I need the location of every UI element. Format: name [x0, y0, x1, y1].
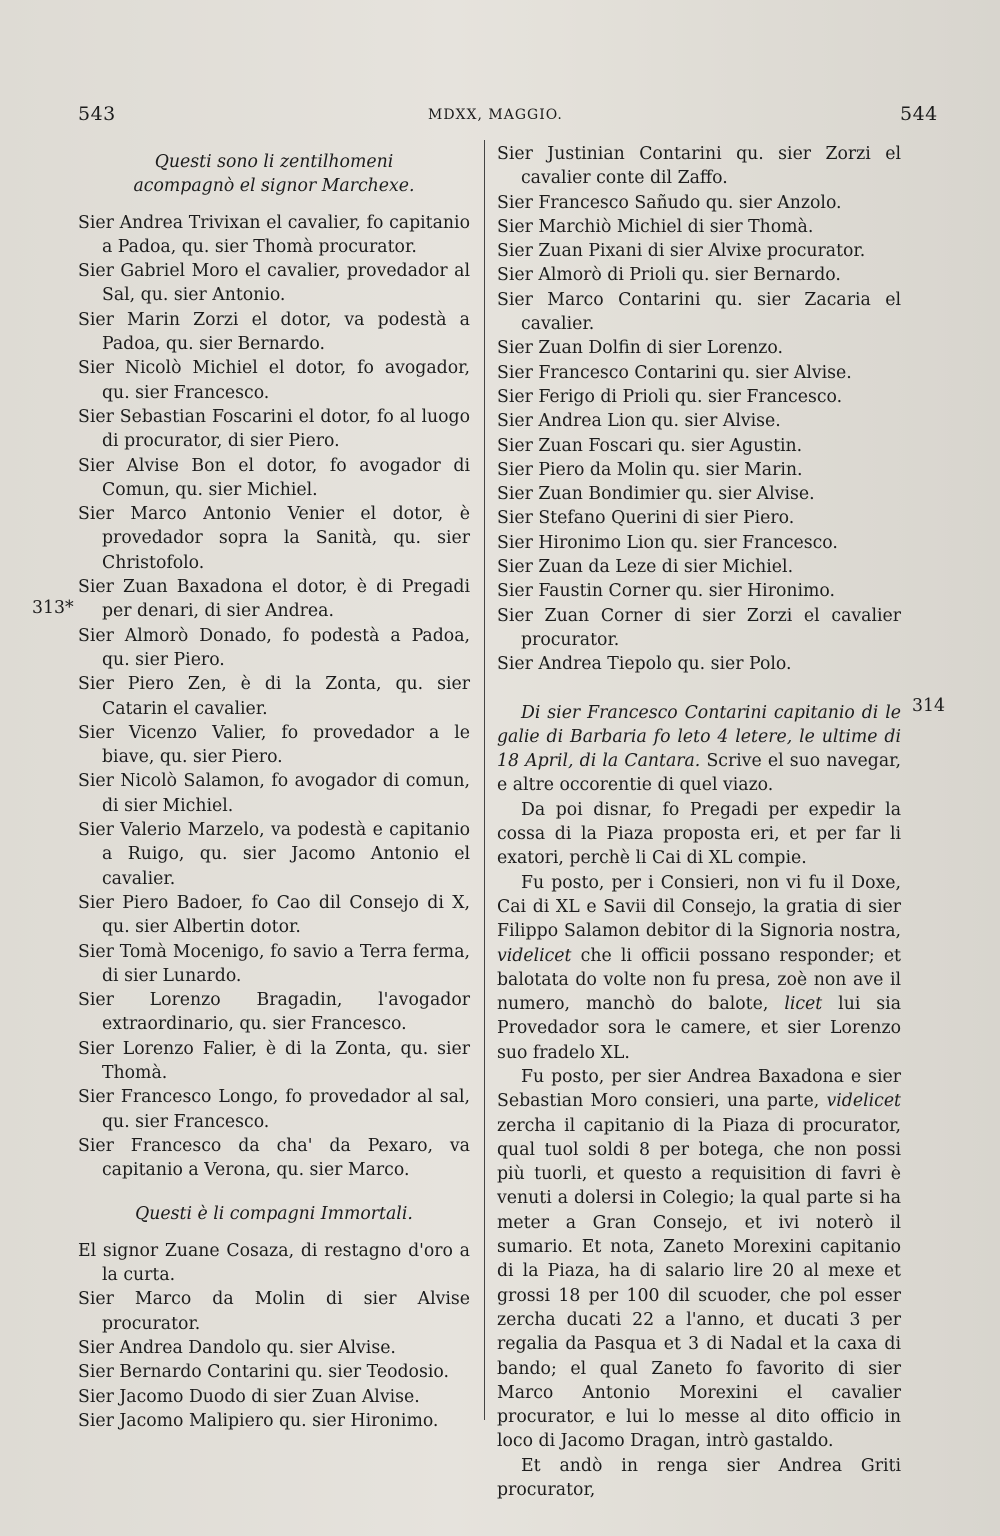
- section-heading: Questi sono li zentilhomeni acompagnò el signor Marchexe.: [133, 152, 415, 197]
- list-item: Sier Almorò Donado, fo podestà a Padoa, qu. sier Piero.: [78, 625, 470, 670]
- list-1: [78, 211, 470, 1183]
- list-item: Sier Nicolò Salamon, fo avogador di comun, di sier Michiel.: [78, 771, 470, 816]
- running-title: MDXX, MAGGIO.: [428, 107, 563, 123]
- list-item: Sier Ferigo di Prioli qu. sier Francesco.: [497, 386, 843, 407]
- text-run-italic: licet: [784, 994, 823, 1015]
- list-item: Sier Marin Zorzi el dotor, va podestà a Padoa, qu. sier Bernardo.: [78, 309, 470, 355]
- list-item: Sier Francesco Longo, fo provedador al sal, qu. sier Francesco.: [78, 1087, 470, 1132]
- list-item: Sier Piero Badoer, fo Cao dil Consejo di X, qu. sier Albertin dotor.: [78, 892, 470, 938]
- left-column: [78, 142, 470, 1433]
- list-item: Sier Marco Contarini qu. sier Zacaria el cavalier.: [497, 289, 901, 335]
- list-item: Sier Lorenzo Bragadin, l'avogador extraordinario, qu. sier Francesco.: [78, 990, 470, 1035]
- text-run: zercha il capitanio di la Piaza di procurator, qual tuol soldi 8 per botega, che non possi più tuorli, et questo a requisition di favri è venuti a dolersi in Colegio; la qual parte si ha meter a Gran Consejo, et ivi noterò il sumario. Et nota, Zaneto Morexini capitanio di la Piaza, ha di salario lire 20 al mexe et grossi 18 per 100 dil scuoder, che pol esser zercha ducati 22 a l'anno, et ducati 3 per regalia da Pasqua et 3 di Nadal et la caxa di bando; el qual Zaneto fo favorito di sier Marco Antonio Morexini el cavalier procurator, e lui lo messe al dito officio in loco di Jacomo Dragan, intrò gastaldo.: [497, 1115, 901, 1452]
- list-item: Sier Hironimo Lion qu. sier Francesco.: [497, 532, 838, 553]
- list-2: [78, 1239, 470, 1433]
- text-run: che li officii possano responder; et balotata do volte non fu presa, zoè non ave il numero, manchò do balote,: [497, 945, 901, 1015]
- paragraph-letters-italic: Di sier Francesco Contarini capitanio di le galie di Barbaria fo leto 4 letere, le ultime di 18 April, di la Cantara.: [497, 702, 901, 772]
- list-3: [497, 142, 901, 677]
- list-item: Sier Sebastian Foscarini el dotor, fo al luogo di procurator, di sier Piero.: [78, 406, 470, 452]
- paragraph-parte: [497, 1065, 901, 1454]
- list-item: Sier Faustin Corner qu. sier Hironimo.: [497, 581, 836, 602]
- list-item: Sier Vicenzo Valier, fo provedador a le biave, qu. sier Piero.: [78, 722, 470, 768]
- right-column: [497, 142, 901, 1502]
- list-item: Sier Andrea Dandolo qu. sier Alvise.: [78, 1337, 396, 1358]
- list-item: Sier Francesco Contarini qu. sier Alvise.: [497, 362, 852, 383]
- list-item: Sier Stefano Querini di sier Piero.: [497, 508, 795, 529]
- list-item: Sier Zuan Dolfin di sier Lorenzo.: [497, 338, 784, 359]
- list-item: Sier Tomà Mocenigo, fo savio a Terra ferma, di sier Lunardo.: [78, 941, 470, 986]
- list-item: Sier Francesco Sañudo qu. sier Anzolo.: [497, 192, 842, 213]
- list-item: Sier Almorò di Prioli qu. sier Bernardo.: [497, 265, 841, 286]
- list-item: Sier Bernardo Contarini qu. sier Teodosio.: [78, 1362, 449, 1383]
- list-item: Sier Zuan Foscari qu. sier Agustin.: [497, 435, 803, 456]
- text-run: Fu posto, per i Consieri, non vi fu il Doxe, Cai di XL e Savii dil Consejo, la gratia di sier Filippo Salamon debitor di la Signoria nostra,: [497, 872, 901, 942]
- list-item: El signor Zuane Cosaza, di restagno d'oro a la curta.: [78, 1240, 470, 1286]
- paragraph-renga: Et andò in renga sier Andrea Griti procurator,: [497, 1455, 901, 1501]
- list-item: Sier Francesco da cha' da Pexaro, va capitanio a Verona, qu. sier Marco.: [78, 1135, 470, 1181]
- list-item: Sier Andrea Tiepolo qu. sier Polo.: [497, 654, 792, 675]
- section-heading: Questi è li compagni Immortali.: [135, 1204, 413, 1225]
- list-item: Sier Andrea Trivixan el cavalier, fo capitanio a Padoa, qu. sier Thomà procurator.: [78, 212, 470, 257]
- page-number-right: 544: [900, 103, 938, 125]
- list-item: Sier Zuan Baxadona el dotor, è di Pregadi per denari, di sier Andrea.: [78, 577, 470, 622]
- list-item: Sier Gabriel Moro el cavalier, provedador al Sal, qu. sier Antonio.: [78, 261, 470, 306]
- list-item: Sier Zuan Corner di sier Zorzi el cavalier procurator.: [497, 605, 901, 650]
- list-item: Sier Marco Antonio Venier el dotor, è provedador sopra la Sanità, qu. sier Christofolo.: [78, 504, 470, 573]
- paragraph-pregadi: Da poi disnar, fo Pregadi per expedir la cossa di la Piaza proposta eri, et per far li exatori, perchè li Cai di XL compie.: [497, 799, 901, 869]
- list-item: Sier Andrea Lion qu. sier Alvise.: [497, 411, 781, 432]
- list-item: Sier Jacomo Malipiero qu. sier Hironimo.: [78, 1410, 439, 1431]
- paragraph-letters-rest: Scrive el suo navegar, e altre occorentie di quel viazo.: [497, 751, 901, 796]
- list-item: Sier Piero da Molin qu. sier Marin.: [497, 459, 803, 480]
- list-item: Sier Zuan Bondimier qu. sier Alvise.: [497, 484, 815, 505]
- list-item: Sier Lorenzo Falier, è di la Zonta, qu. sier Thomà.: [78, 1038, 470, 1083]
- text-run-italic: videlicet: [826, 1091, 901, 1112]
- list-item: Sier Alvise Bon el dotor, fo avogador di Comun, qu. sier Michiel.: [78, 455, 470, 500]
- column-divider: [484, 140, 485, 1420]
- text-run: lui sia Provedador sora le camere, et sier Lorenzo suo fradelo XL.: [497, 994, 902, 1063]
- text-run: Fu posto, per sier Andrea Baxadona e sier Sebastian Moro consieri, una parte,: [497, 1066, 901, 1112]
- list-item: Sier Piero Zen, è di la Zonta, qu. sier Catarin el cavalier.: [78, 674, 470, 719]
- paragraph-gratia: [497, 871, 901, 1065]
- margin-note-right: 314: [912, 696, 945, 716]
- list-item: Sier Justinian Contarini qu. sier Zorzi el cavalier conte dil Zaffo.: [497, 144, 901, 189]
- text-run-italic: videlicet: [497, 945, 572, 966]
- list-item: Sier Jacomo Duodo di sier Zuan Alvise.: [78, 1386, 420, 1407]
- list-item: Sier Marco da Molin di sier Alvise procurator.: [78, 1289, 470, 1334]
- list-item: Sier Zuan da Leze di sier Michiel.: [497, 557, 794, 578]
- page-number-left: 543: [78, 103, 116, 125]
- margin-note-left: 313*: [32, 598, 74, 618]
- list-item: Sier Nicolò Michiel el dotor, fo avogador, qu. sier Francesco.: [78, 358, 470, 403]
- paragraph-letters: [497, 701, 901, 798]
- list-item: Sier Valerio Marzelo, va podestà e capitanio a Ruigo, qu. sier Jacomo Antonio el cavalier.: [78, 820, 470, 889]
- list-item: Sier Marchiò Michiel di sier Thomà.: [497, 216, 814, 237]
- list-item: Sier Zuan Pixani di sier Alvixe procurator.: [497, 241, 866, 262]
